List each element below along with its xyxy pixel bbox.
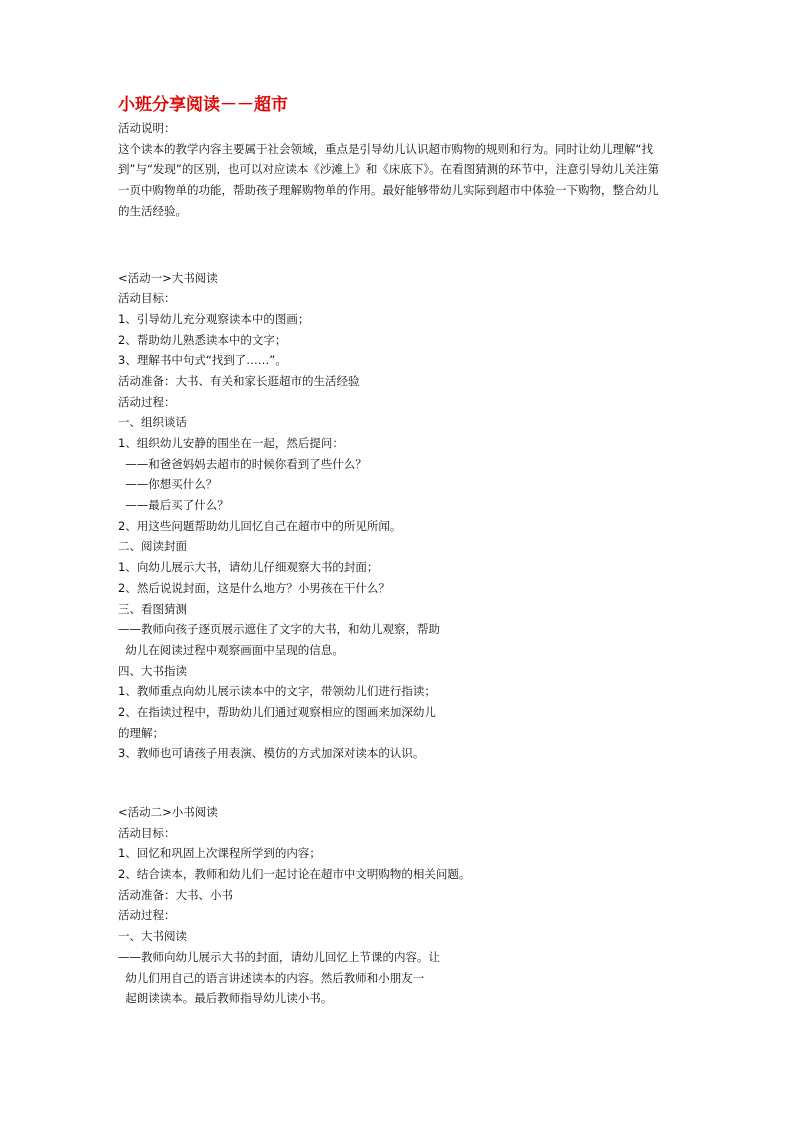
- activity1-line: 1、教师重点向幼儿展示读本中的文字，带领幼儿们进行指读；: [118, 684, 436, 699]
- activity2-line: 起朗读读本。最后教师指导幼儿读小书。: [118, 991, 333, 1006]
- activity1-line: 1、向幼儿展示大书，请幼儿仔细观察大书的封面；: [118, 560, 379, 575]
- activity1-line: 的理解；: [118, 725, 164, 740]
- activity1-heading: <活动一>大书阅读: [118, 270, 218, 285]
- activity1-line: ——最后买了什么？: [118, 498, 229, 513]
- activity1-section: [118, 268, 678, 765]
- activity1-line: 2、帮助幼儿熟悉读本中的文字；: [118, 332, 287, 347]
- activity2-line: 活动准备：大书、小书: [118, 887, 233, 902]
- activity1-line: 活动准备：大书、有关和家长逛超市的生活经验: [118, 373, 360, 388]
- activity2-heading: <活动二>小书阅读: [118, 805, 218, 819]
- activity2-line: 一、大书阅读: [118, 929, 187, 944]
- intro-section: [118, 118, 678, 222]
- activity1-line: ——教师向孩子逐页展示遮住了文字的大书，和幼儿观察，帮助: [118, 622, 440, 637]
- activity1-line: 1、组织幼儿安静的围坐在一起，然后提问：: [118, 436, 344, 450]
- document-title: 小班分享阅读－－超市: [118, 95, 288, 115]
- activity2-line: 2、结合读本，教师和幼儿们一起讨论在超市中文明购物的相关问题。: [118, 867, 471, 882]
- intro-paragraph: 这个读本的教学内容主要属于社会领域，重点是引导幼儿认识超市购物的规则和行为。同时让幼儿理解“找到”与“发现”的区别，也可以对应读本《沙滩上》和《床底下》。在看图猜测的环节中，注意引导幼儿关注第一页中购物单的功能，帮助孩子理解购物单的作用。最好能够带幼儿实际到超市中体验一下购物，整合幼儿的生活经验。: [118, 141, 660, 218]
- activity1-line: ——和爸爸妈妈去超市的时候你看到了些什么？: [118, 456, 367, 471]
- activity1-line: 活动目标：: [118, 291, 176, 306]
- activity1-line: 3、教师也可请孩子用表演、模仿的方式加深对读本的认识。: [118, 746, 425, 761]
- activity1-line: 幼儿在阅读过程中观察画面中呈现的信息。: [118, 642, 344, 657]
- intro-heading: 活动说明：: [118, 121, 176, 135]
- activity1-line: 三、看图猜测: [118, 601, 187, 616]
- activity1-line: 二、阅读封面: [118, 539, 187, 554]
- activity1-line: ——你想买什么？: [118, 477, 218, 492]
- activity2-line: 活动过程：: [118, 908, 176, 923]
- activity1-line: 2、在指读过程中，帮助幼儿们通过观察相应的图画来加深幼儿: [118, 704, 436, 719]
- activity1-line: 3、理解书中句式“找到了……”。: [118, 353, 287, 368]
- activity2-line: 幼儿们用自己的语言讲述读本的内容。然后教师和小朋友一: [118, 970, 425, 985]
- activity1-line: 2、用这些问题帮助幼儿回忆自己在超市中的所见所闻。: [118, 518, 402, 533]
- activity2-section: [118, 802, 678, 1009]
- activity1-line: 四、大书指读: [118, 663, 187, 678]
- activity1-line: 2、然后说说封面，这是什么地方？小男孩在干什么？: [118, 580, 390, 595]
- activity2-line: ——教师向幼儿展示大书的封面，请幼儿回忆上节课的内容。让: [118, 949, 440, 964]
- activity2-line: 活动目标：: [118, 825, 176, 840]
- activity1-line: 一、组织谈话: [118, 415, 187, 430]
- activity1-line: 1、引导幼儿充分观察读本中的图画；: [118, 311, 310, 326]
- activity1-line: 活动过程：: [118, 394, 176, 409]
- document-page: [118, 92, 678, 1009]
- activity2-line: 1、回忆和巩固上次课程所学到的内容；: [118, 846, 321, 861]
